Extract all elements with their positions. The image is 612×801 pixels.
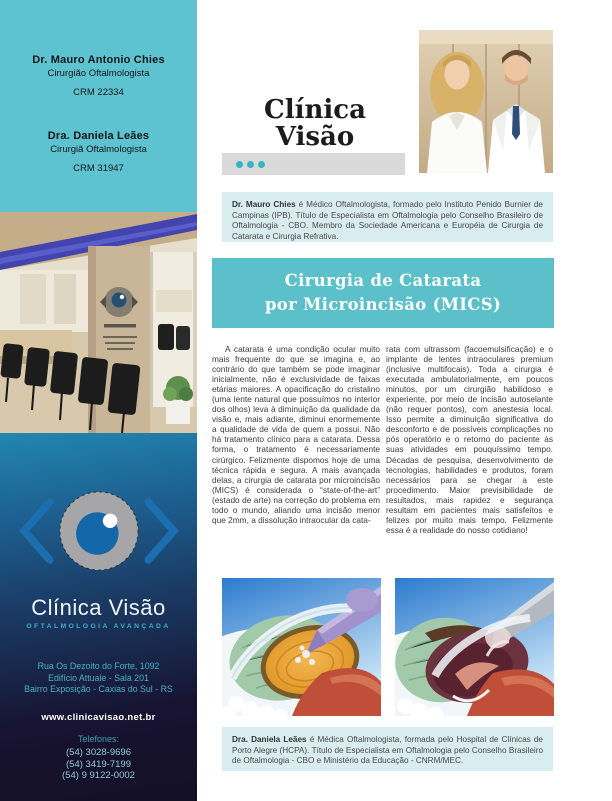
doctor-crm: CRM 31947	[73, 163, 124, 174]
bio-doctor-name: Dra. Daniela Leães	[232, 735, 307, 744]
address-line: Bairro Exposição - Caxias do Sul - RS	[24, 684, 173, 694]
address-line: Rua Os Dezoito do Forte, 1092	[37, 661, 160, 671]
surgery-illustration-iol	[395, 578, 554, 716]
brand-tagline: OFTALMOLOGIA AVANÇADA	[26, 623, 171, 630]
eye-logo-icon	[14, 475, 184, 587]
sidebar-brand-panel	[0, 433, 197, 801]
sidebar-doctors-panel	[0, 0, 197, 212]
teal-dot-icon	[236, 161, 243, 168]
doctor-role: Cirurgião Oftalmologista	[47, 68, 150, 79]
address-line: Edifício Attuale - Sala 201	[48, 672, 149, 683]
bio-text: é Médico Oftalmologista, formado pelo Instituto Penido Burnier de Campinas (IPB). Título de Especialista em Oftalmologia pelo Conselho Brasileiro de Oftalmologia - CBO. Membro da Sociedade Americana e Européia de Cirurgia de Catarata e Cirurgia Refrativa.	[232, 200, 543, 241]
phones-label: Telefones:	[77, 734, 120, 744]
doctor-name: Dra. Daniela Leães	[47, 130, 150, 142]
teal-dot-icon	[247, 161, 254, 168]
surgery-illustration-phaco	[222, 578, 381, 716]
page-title-line2: Visão	[275, 122, 355, 153]
article-heading-line2: por Microincisão (MICS)	[264, 295, 502, 314]
sidebar	[0, 0, 197, 801]
doctor-role: Cirurgiã Oftalmologista	[50, 144, 147, 155]
doctor-card-daniela	[0, 130, 197, 174]
article-heading	[212, 258, 554, 328]
article-column-1: A catarata é uma condição ocular muito mais frequente do que se imagina e, ao contrário do que também se pode imaginar inicialmente, não é exclusividade de faixas etárias maiores. A opacificação do cristalino (uma lente natural que possuímos no interior dos olhos) leva à diminuição da qualidade da visão e, mais adiante, diminui enormemente a qualidade de vida de quem a possui. Não há tratamento clínico para a catarata. Dessa forma, o tratamento é necessariamente cirúrgico. Felizmente dispomos hoje de uma técnica rápida e segura. A mais avançada delas, a cirurgia de catarata por microincisão (MICS) é considerada o “state-of-the-art” (estado de arte) na correção do problema em todo o mundo, aliando uma incisão menor que 2mm, a dissolução intraocular da cata-	[212, 344, 380, 525]
brand-wordmark: Clínica Visão	[31, 595, 166, 620]
phone-number: (54) 9 9122-0002	[62, 770, 135, 781]
bio-doctor-name: Dr. Mauro Chies	[232, 200, 296, 209]
bio-box-daniela	[222, 727, 553, 771]
article-heading-line1: Cirurgia de Catarata	[284, 271, 482, 290]
clinic-address	[0, 661, 197, 696]
phone-number: (54) 3028-9696	[66, 747, 131, 758]
bio-box-mauro	[222, 192, 553, 242]
bio-text: é Médica Oftalmologista, formada pelo Hospital de Clínicas de Porto Alegre (HCPA). Título de Especialista em Oftalmologia pelo Conselho Brasileiro de Oftalmologia - CBO e Ministério da Educação - CNRM/MEC.	[232, 735, 543, 766]
doctor-card-mauro	[0, 54, 197, 98]
phone-list	[0, 747, 197, 782]
phone-number: (54) 3419-7199	[66, 758, 131, 770]
clinic-website: www.clinicavisao.net.br	[41, 712, 156, 723]
doctor-name: Dr. Mauro Antonio Chies	[32, 54, 165, 66]
doctors-portrait-photo	[419, 30, 553, 173]
doctor-crm: CRM 22334	[73, 87, 124, 98]
decorative-dots-bar	[222, 153, 405, 175]
page-title-line1: Clínica	[264, 95, 366, 126]
page-title	[209, 97, 421, 151]
clinic-interior-photo	[0, 212, 197, 433]
article-column-2: rata com ultrassom (facoemulsificação) e o implante de lentes intraoculares premium (inclusive multifocais). Toda a cirurgia é executada ambulatorialmente, em poucos minutos, por um cirurgião habilidoso e experiente, por meio de incisão autoselante (não requer pontos), com anestesia local. Isso permite a diminuição significativa do desconforto e de possíveis complicações no pós operatório e o retorno do paciente às suas atividades em pouquíssimo tempo. Décadas de pesquisa, desenvolvimento de tecnologias, habilidades e produtos, foram necessários para se chegar a este procedimento. Maior previsibilidade de resultados, mais rapidez e segurança resultam em pacientes mais satisfeitos e felizes por muito mais tempo. Felizmente essa é a realidade do nosso cotidiano!	[386, 344, 553, 535]
teal-dot-icon	[258, 161, 265, 168]
